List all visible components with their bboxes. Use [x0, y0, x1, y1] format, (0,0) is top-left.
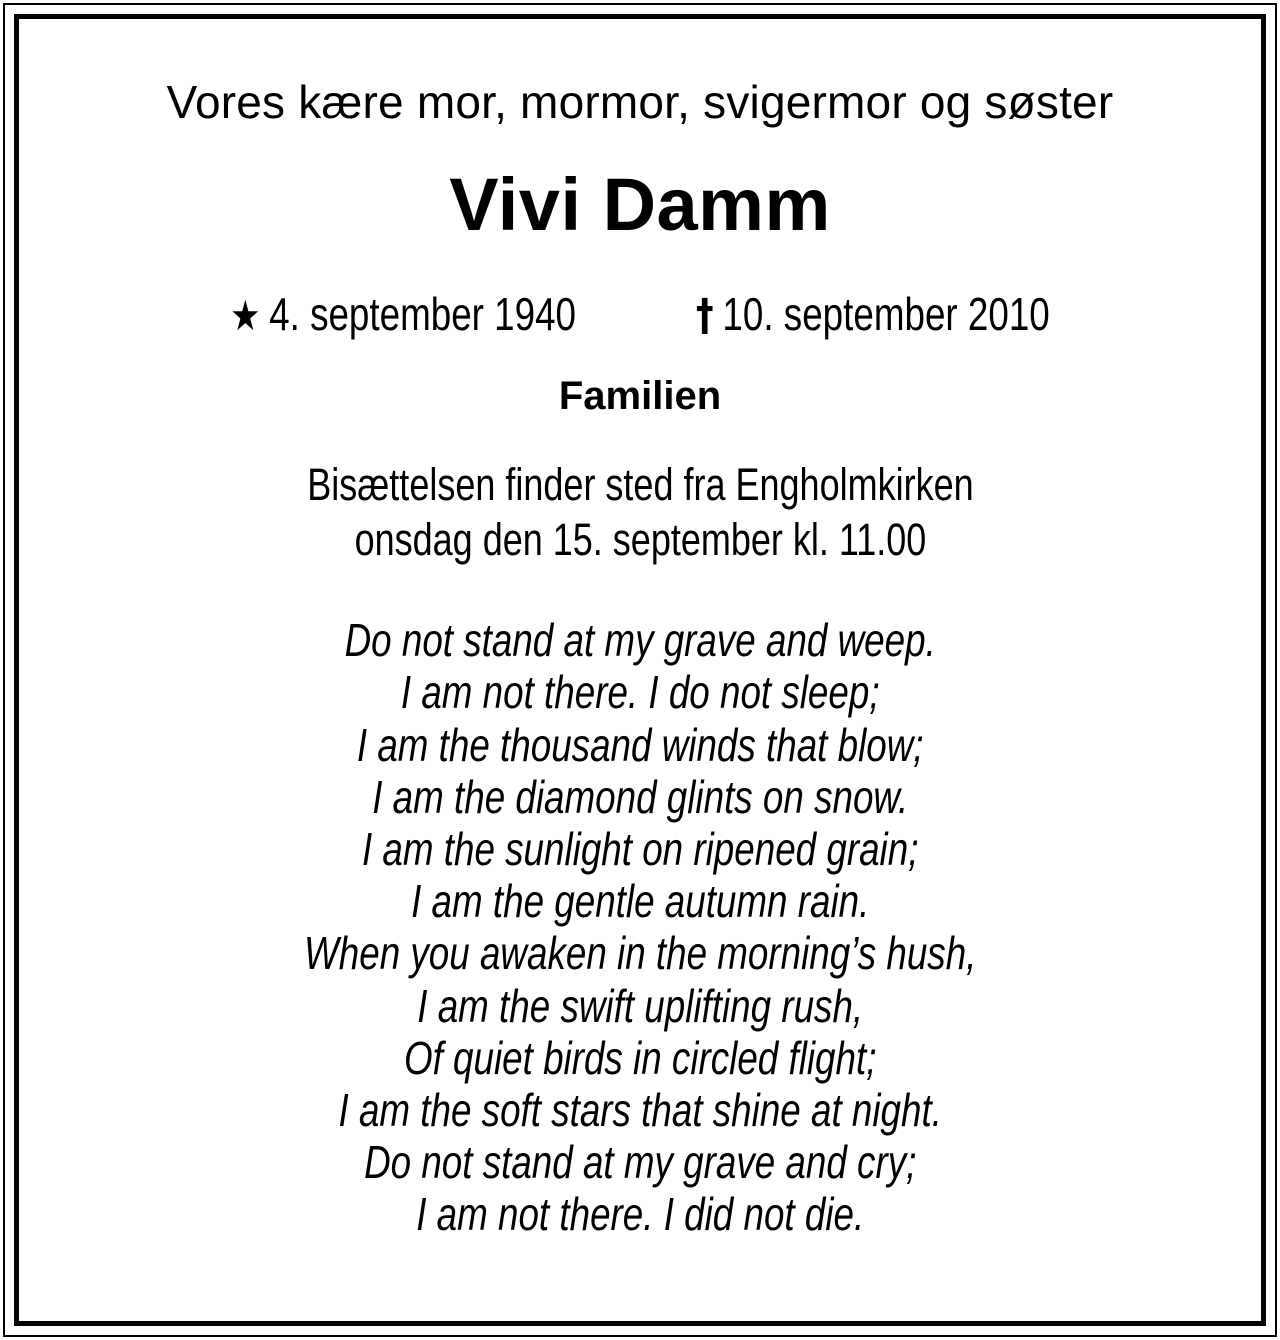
relationship-intro — [167, 78, 1114, 126]
poem-line — [220, 771, 1060, 823]
poem-line — [220, 1188, 1060, 1240]
cross-icon: † — [696, 290, 714, 342]
poem-line-text: When you awaken in the morning’s hush, — [303, 927, 977, 980]
poem-line — [220, 614, 1060, 666]
poem-line — [220, 823, 1060, 875]
poem-line-text: I am the diamond glints on snow. — [372, 770, 908, 823]
service-line — [224, 459, 1057, 511]
star-icon: ★ — [230, 291, 261, 341]
service-line — [224, 514, 1057, 566]
memorial-poem — [220, 614, 1060, 1240]
poem-line-text: Do not stand at my grave and cry; — [363, 1136, 917, 1189]
death-date — [696, 288, 1050, 342]
notice-content — [22, 22, 1258, 1318]
birth-date-text: 4. september 1940 — [269, 288, 577, 341]
poem-line — [220, 1136, 1060, 1188]
poem-line-text: Do not stand at my grave and weep. — [344, 614, 936, 667]
poem-line — [220, 927, 1060, 979]
poem-line — [220, 875, 1060, 927]
poem-line-text: I am the thousand winds that blow; — [356, 718, 924, 771]
relationship-intro-text: Vores kære mor, mormor, svigermor og søster — [166, 76, 1114, 128]
poem-line-text: I am the swift uplifting rush, — [417, 979, 863, 1032]
deceased-name — [449, 163, 831, 247]
signature-text: Familien — [558, 373, 722, 418]
deceased-name-text: Vivi Damm — [449, 163, 831, 247]
death-date-text: 10. september 2010 — [722, 288, 1050, 341]
poem-line-text: I am not there. I do not sleep; — [400, 666, 880, 719]
signature — [559, 375, 721, 417]
life-dates — [22, 288, 1258, 342]
service-line-text: Bisættelsen finder sted fra Engholmkirken — [306, 458, 974, 510]
service-line-text: onsdag den 15. september kl. 11.00 — [354, 514, 926, 566]
service-details — [224, 459, 1057, 567]
poem-line — [220, 980, 1060, 1032]
poem-line-text: I am the sunlight on ripened grain; — [361, 822, 919, 875]
poem-line — [220, 666, 1060, 718]
poem-line-text: I am not there. I did not die. — [415, 1188, 864, 1241]
birth-date — [230, 288, 577, 341]
poem-line-text: Of quiet birds in circled flight; — [403, 1031, 877, 1084]
poem-line-text: I am the gentle autumn rain. — [410, 875, 870, 928]
poem-line — [220, 1084, 1060, 1136]
poem-line-text: I am the soft stars that shine at night. — [338, 1083, 942, 1136]
poem-line — [220, 719, 1060, 771]
poem-line — [220, 1032, 1060, 1084]
